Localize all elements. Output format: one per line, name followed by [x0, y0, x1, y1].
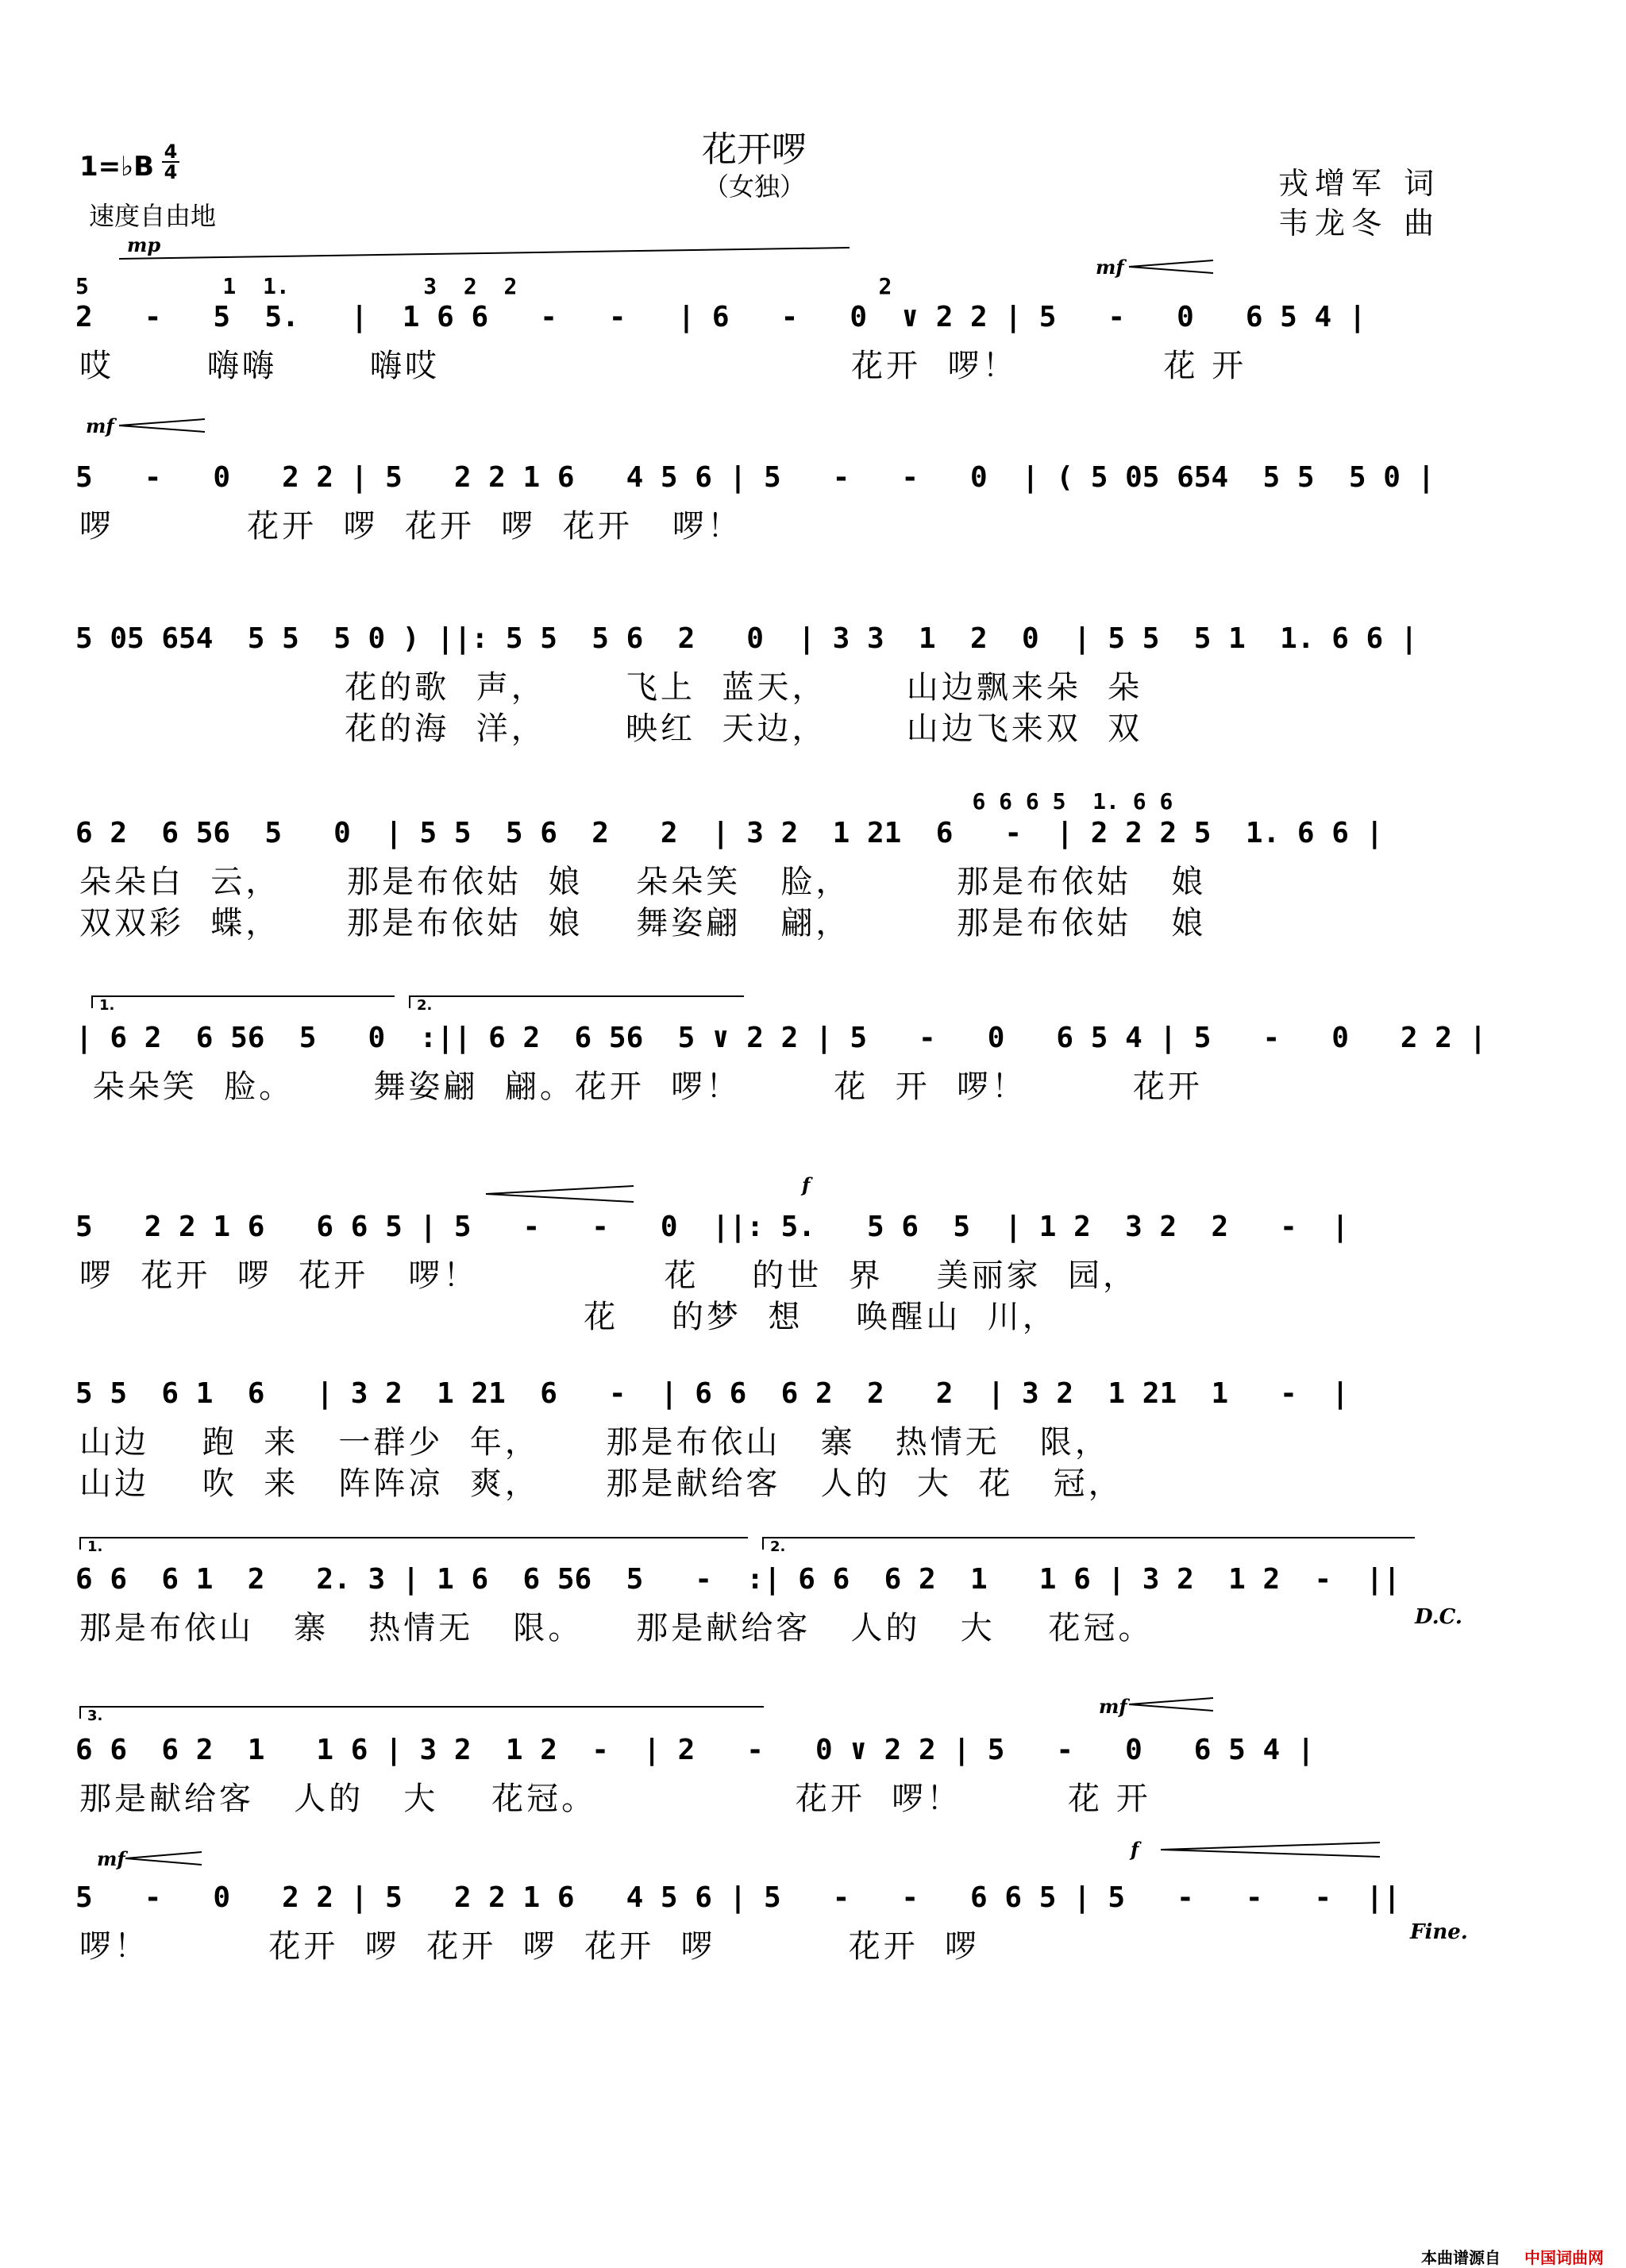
dynamic-mark: mp — [127, 233, 161, 256]
crescendo-hairpin — [484, 1184, 635, 1203]
crescendo-hairpin — [124, 1850, 203, 1866]
crescendo-hairpin — [118, 418, 206, 433]
upper-notes: 5 1 1. 3 2 2 2 — [75, 273, 892, 299]
upper-notes: 6 6 6 5 1. 6 6 — [75, 788, 1173, 814]
notation-line: 6 6 6 2 1 1 6 | 3 2 1 2 - | 2 - 0 ∨ 2 2 | 5 - 0 6 5 4 | — [75, 1734, 1315, 1766]
crescendo-hairpin — [1127, 1696, 1215, 1712]
notation-line: 5 05 654 5 5 5 0 ) ||: 5 5 5 6 2 0 | 3 3 1 2 0 | 5 5 5 1 1. 6 6 | — [75, 622, 1418, 655]
time-signature-top: 4 — [164, 141, 178, 163]
crescendo-hairpin — [1159, 1841, 1381, 1858]
lyricist-credit: 戎增军 词 — [1278, 166, 1441, 201]
key-signature: 1=♭B — [79, 151, 155, 183]
composer-credit: 韦龙冬 曲 — [1278, 206, 1441, 241]
dynamic-mark: mf — [1096, 256, 1124, 279]
song-subtitle: （女独） — [703, 171, 805, 202]
volta-bracket: 2. — [409, 995, 744, 1008]
dynamic-mark: mf — [1099, 1695, 1127, 1718]
lyric-line: 花 的梦 想 唤醒山 川， — [79, 1299, 1058, 1335]
lyric-line: 那是献给客 人的 大 花冠。 花开 啰！ 花 开 — [79, 1781, 1151, 1817]
volta-bracket: 3. — [79, 1706, 764, 1719]
lyric-line: 啰！ 花开 啰 花开 啰 花开 啰 花开 啰 — [79, 1928, 981, 1965]
lyric-line: 哎 嗨嗨 嗨哎 花开 啰！ 花 开 — [79, 348, 1247, 384]
notation-line: 5 - 0 2 2 | 5 2 2 1 6 4 5 6 | 5 - - 6 6 5 | 5 - - - || — [75, 1881, 1401, 1914]
lyric-line: 花的海 洋， 映红 天边， 山边飞来双 双 — [79, 710, 1143, 747]
song-title: 花开啰 — [702, 129, 807, 170]
lyric-line: 啰 花开 啰 花开 啰 花开 啰！ — [79, 508, 743, 545]
crescendo-hairpin — [1127, 259, 1215, 275]
notation-line: 6 2 6 56 5 0 | 5 5 5 6 2 2 | 3 2 1 21 6 - | 2 2 2 5 1. 6 6 | — [75, 817, 1384, 849]
notation-line: 6 6 6 1 2 2. 3 | 1 6 6 56 5 - :| 6 6 6 2 1 1 6 | 3 2 1 2 - || — [75, 1563, 1401, 1596]
fine-mark: Fine. — [1410, 1920, 1468, 1944]
volta-bracket: 2. — [762, 1537, 1415, 1550]
volta-bracket: 1. — [79, 1537, 748, 1550]
dynamic-mark: f — [802, 1173, 811, 1196]
notation-line: 2 - 5 5. | 1 6 6 - - | 6 - 0 ∨ 2 2 | 5 - 0 6 5 4 | — [75, 301, 1366, 333]
footer-source-label: 本曲谱源自 — [1421, 2248, 1501, 2267]
lyric-line: 朵朵笑 脸。 舞姿翩 翩。花开 啰！ 花 开 啰！ 花开 — [79, 1069, 1203, 1105]
slur-line — [119, 246, 850, 262]
notation-line: 5 2 2 1 6 6 6 5 | 5 - - 0 ||: 5. 5 6 5 | 1 2 3 2 2 - | — [75, 1211, 1349, 1243]
time-signature-bottom: 4 — [164, 161, 178, 183]
lyric-line: 那是布依山 寨 热情无 限。 那是献给客 人的 大 花冠。 — [79, 1610, 1154, 1646]
lyric-line: 啰 花开 啰 花开 啰！ 花 的世 界 美丽家 园， — [79, 1257, 1139, 1294]
footer-site-link[interactable]: 中国词曲网 — [1524, 2248, 1604, 2267]
da-capo-mark: D.C. — [1415, 1605, 1462, 1629]
dynamic-mark: mf — [97, 1847, 125, 1870]
dynamic-mark: mf — [86, 414, 114, 437]
tempo-marking: 速度自由地 — [89, 201, 217, 231]
notation-line: 5 5 6 1 6 | 3 2 1 21 6 - | 6 6 6 2 2 2 | 3 2 1 21 1 - | — [75, 1377, 1349, 1410]
volta-bracket: 1. — [91, 995, 395, 1008]
notation-line: | 6 2 6 56 5 0 :|| 6 2 6 56 5 ∨ 2 2 | 5 - 0 6 5 4 | 5 - 0 2 2 | — [75, 1022, 1487, 1054]
notation-line: 5 - 0 2 2 | 5 2 2 1 6 4 5 6 | 5 - - 0 | ( 5 05 654 5 5 5 0 | — [75, 461, 1435, 494]
lyric-line: 花的歌 声， 飞上 蓝天， 山边飘来朵 朵 — [79, 669, 1143, 706]
lyric-line: 双双彩 蝶， 那是布依姑 娘 舞姿翩 翩， 那是布依姑 娘 — [79, 905, 1207, 941]
lyric-line: 朵朵白 云， 那是布依姑 娘 朵朵笑 脸， 那是布依姑 娘 — [79, 864, 1207, 900]
dynamic-mark: f — [1131, 1838, 1139, 1861]
lyric-line: 山边 吹 来 阵阵凉 爽， 那是献给客 人的 大 花 冠， — [79, 1465, 1123, 1502]
lyric-line: 山边 跑 来 一群少 年， 那是布依山 寨 热情无 限， — [79, 1424, 1110, 1461]
time-signature — [162, 143, 179, 181]
